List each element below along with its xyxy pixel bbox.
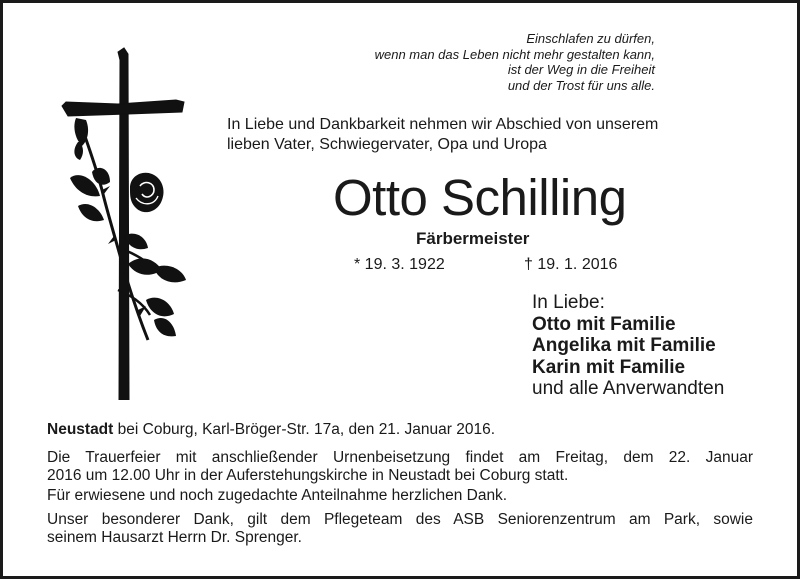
- funeral-paragraph: [47, 449, 753, 485]
- poem-line: ist der Weg in die Freiheit: [507, 62, 655, 77]
- place-town: Neustadt: [47, 421, 114, 438]
- family-member: Angelika mit Familie: [532, 335, 716, 356]
- special-thanks-paragraph: [47, 511, 753, 547]
- funeral-line: Die Trauerfeier mit anschließender Urnenbeisetzung findet am Freitag, dem 22. Januar: [47, 449, 753, 466]
- poem-line: wenn man das Leben nicht mehr gestalten kann,: [374, 46, 655, 62]
- special-thanks-line: Unser besonderer Dank, gilt dem Pflegeteam des ASB Seniorenzentrum am Park, sowie: [47, 511, 753, 528]
- thanks-paragraph: [47, 487, 753, 505]
- thanks-line: Für erwiesene und noch zugedachte Anteilnahme herzlichen Dank.: [47, 487, 508, 504]
- deceased-name: Otto Schilling: [333, 169, 627, 226]
- place-date-line: [47, 421, 495, 439]
- family-closing: und alle Anverwandten: [532, 378, 725, 399]
- deceased-profession: Färbermeister: [416, 229, 530, 248]
- death-date: † 19. 1. 2016: [524, 256, 618, 273]
- poem-line: und der Trost für uns alle.: [507, 77, 655, 93]
- family-member: Otto mit Familie: [532, 313, 676, 335]
- intro-line: In Liebe und Dankbarkeit nehmen wir Abschied von unserem: [227, 116, 659, 133]
- birth-date: * 19. 3. 1922: [354, 256, 445, 273]
- place-address-date: bei Coburg, Karl-Bröger-Str. 17a, den 21. Januar 2016.: [113, 421, 496, 438]
- poem: [300, 31, 655, 93]
- poem-line: Einschlafen zu dürfen,: [526, 31, 655, 46]
- family-member: Karin mit Familie: [532, 356, 686, 378]
- intro-text: [227, 115, 727, 155]
- family-heading: In Liebe:: [532, 292, 605, 313]
- cross-with-rose-icon: [58, 40, 193, 400]
- family-list: [532, 292, 724, 400]
- funeral-line: 2016 um 12.00 Uhr in der Auferstehungskirche in Neustadt bei Coburg statt.: [47, 467, 569, 484]
- intro-line: lieben Vater, Schwiegervater, Opa und Uropa: [227, 136, 547, 153]
- special-thanks-line: seinem Hausarzt Herrn Dr. Sprenger.: [47, 529, 302, 546]
